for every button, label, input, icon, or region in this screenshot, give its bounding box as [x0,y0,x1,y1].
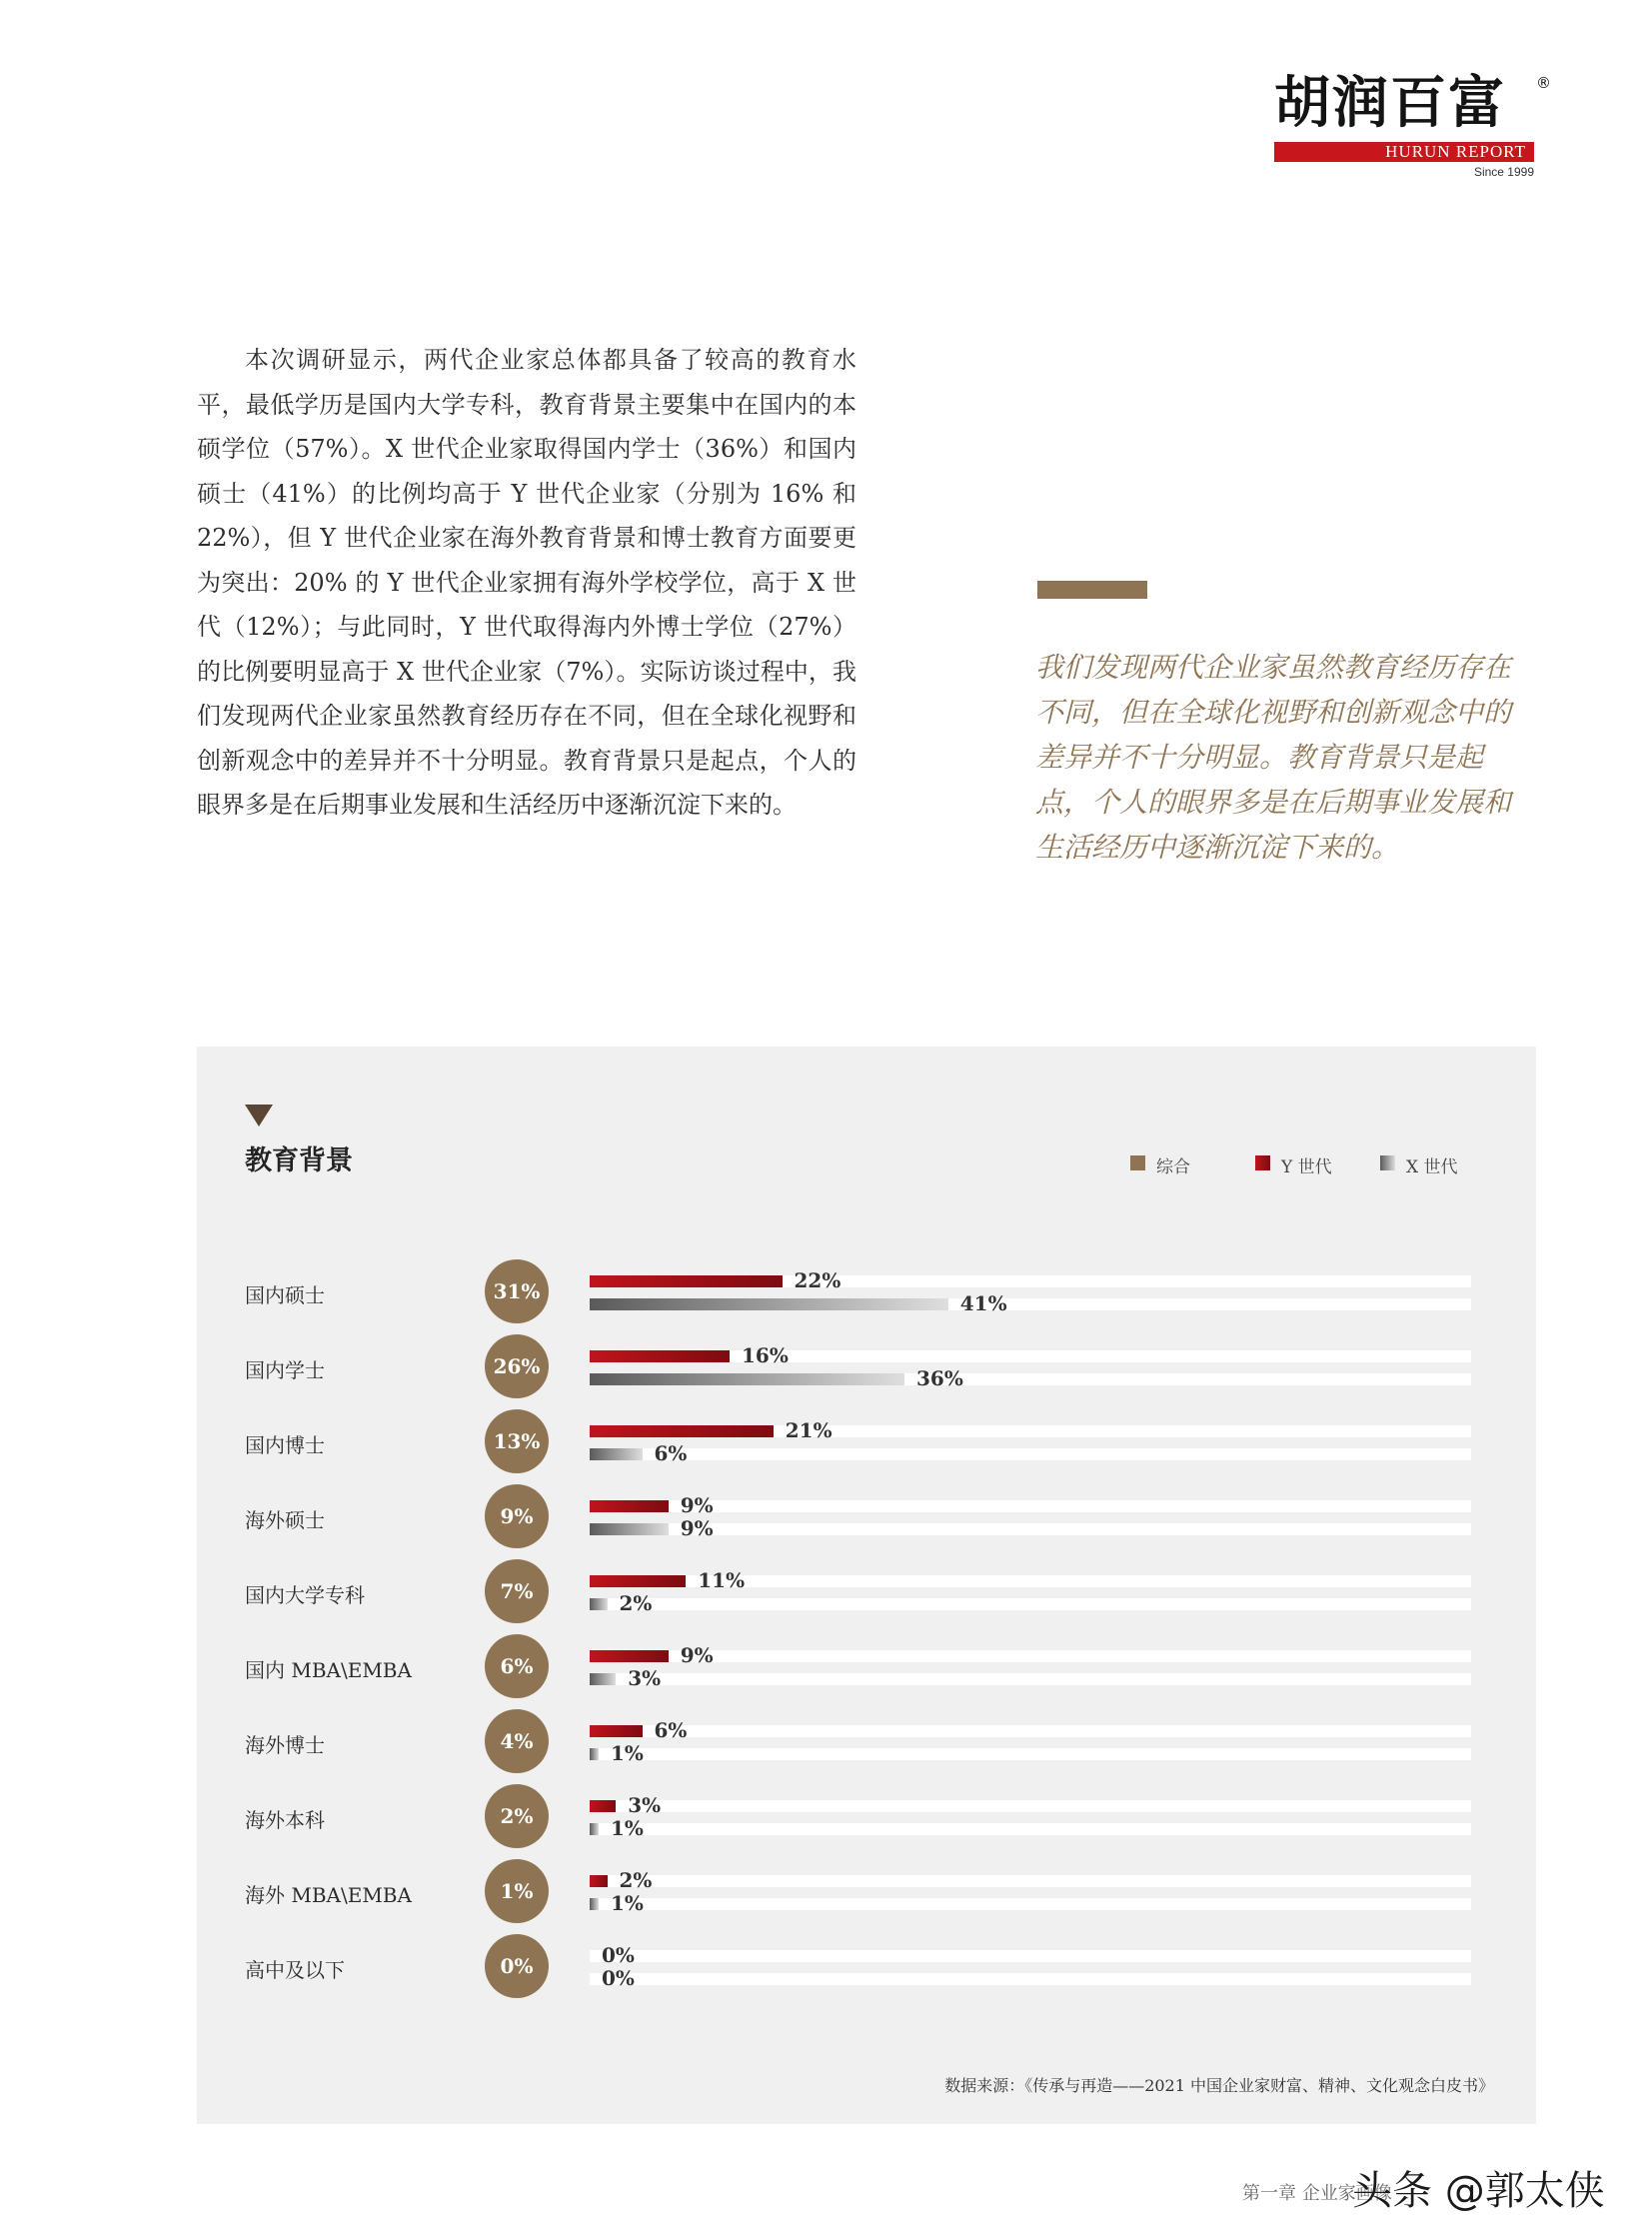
y-gen-bar [590,1650,669,1662]
category-label: 海外博士 [245,1733,325,1757]
legend-swatch-combined [1130,1155,1145,1170]
bar-track [590,1950,1471,1962]
y-gen-value-label: 0% [602,1943,635,1967]
y-gen-value-label: 6% [654,1718,688,1742]
legend-swatch-y-gen [1255,1155,1270,1170]
bar-track [590,1875,1471,1887]
legend-label-x-gen: X 世代 [1406,1157,1458,1177]
bar-track [590,1748,1471,1760]
logo-registered-mark: ® [1536,74,1551,92]
data-source-note: 数据来源：《传承与再造——2021 中国企业家财富、精神、文化观念白皮书》 [944,2076,1494,2095]
x-gen-value-label: 2% [619,1591,653,1615]
footer-chapter: 第一章 企业家画像 [1242,2183,1392,2204]
combined-value-circle: 2% [485,1784,549,1848]
category-label: 国内博士 [245,1433,325,1457]
y-gen-value-label: 11% [698,1568,746,1592]
category-label: 海外 MBA\EMBA [245,1883,412,1907]
bar-track [590,1598,1471,1610]
y-gen-value-label: 2% [619,1868,653,1892]
category-label: 高中及以下 [245,1958,345,1982]
x-gen-bar [590,1298,948,1310]
y-gen-bar [590,1425,774,1437]
combined-value-circle: 31% [485,1259,549,1323]
education-chart-panel [197,1047,1536,2124]
watermark: 头条 @郭太侠 [1352,2168,1605,2214]
logo-since: Since 1999 [1473,165,1534,179]
combined-value-circle: 6% [485,1634,549,1698]
bar-track [590,1800,1471,1812]
x-gen-value-label: 3% [628,1666,662,1690]
x-gen-bar [590,1673,616,1685]
combined-value-circle: 9% [485,1484,549,1548]
y-gen-bar [590,1875,608,1887]
bar-track [590,1523,1471,1535]
y-gen-value-label: 21% [785,1418,832,1442]
triangle-marker-icon [245,1105,273,1126]
x-gen-value-label: 9% [680,1516,714,1540]
pull-quote: 我们发现两代企业家虽然教育经历存在不同，但在全球化视野和创新观念中的差异并不十分明显。教育背景只是起点，个人的眼界多是在后期事业发展和生活经历中逐渐沉淀下来的。 [1035,651,1512,864]
combined-value-circle: 4% [485,1709,549,1773]
x-gen-bar [590,1373,904,1385]
category-label: 国内 MBA\EMBA [245,1658,412,1682]
combined-value-circle: 0% [485,1934,549,1998]
y-gen-value-label: 9% [680,1643,714,1667]
y-gen-value-label: 3% [628,1793,662,1817]
y-gen-bar [590,1575,686,1587]
x-gen-value-label: 36% [916,1366,963,1390]
logo-english-bar: HURUN REPORT [1274,142,1534,162]
x-gen-value-label: 1% [611,1741,644,1765]
y-gen-bar [590,1500,669,1512]
category-label: 海外硕士 [245,1508,325,1532]
category-label: 国内学士 [245,1358,325,1382]
y-gen-value-label: 22% [794,1268,841,1292]
bar-track [590,1500,1471,1512]
y-gen-value-label: 16% [742,1343,789,1367]
bar-track [590,1973,1471,1985]
y-gen-bar [590,1725,643,1737]
x-gen-value-label: 6% [654,1441,688,1465]
x-gen-value-label: 1% [611,1891,644,1915]
x-gen-value-label: 41% [959,1291,1007,1315]
bar-track [590,1673,1471,1685]
y-gen-bar [590,1350,730,1362]
quote-accent-bar [1037,581,1147,599]
y-gen-value-label: 9% [680,1493,714,1517]
bar-track [590,1898,1471,1910]
category-label: 海外本科 [245,1808,325,1832]
y-gen-bar [590,1800,616,1812]
x-gen-bar [590,1748,599,1760]
category-label: 国内硕士 [245,1283,325,1307]
bar-track [590,1448,1471,1460]
legend-label-combined: 综合 [1156,1157,1190,1177]
bar-track [590,1823,1471,1835]
y-gen-bar [590,1275,783,1287]
logo-chinese: 胡润百富 [1274,71,1506,136]
combined-value-circle: 26% [485,1334,549,1398]
combined-value-circle: 1% [485,1859,549,1923]
x-gen-bar [590,1523,669,1535]
legend-label-y-gen: Y 世代 [1281,1157,1332,1177]
x-gen-bar [590,1598,608,1610]
x-gen-bar [590,1448,643,1460]
combined-value-circle: 7% [485,1559,549,1623]
x-gen-bar [590,1823,599,1835]
hurun-logo [1274,71,1551,182]
x-gen-bar [590,1898,599,1910]
x-gen-value-label: 1% [611,1816,644,1840]
legend-swatch-x-gen [1380,1155,1395,1170]
category-label: 国内大学专科 [245,1583,365,1607]
combined-value-circle: 13% [485,1409,549,1473]
bar-track [590,1650,1471,1662]
body-paragraph: 本次调研显示，两代企业家总体都具备了较高的教育水平，最低学历是国内大学专科，教育背景主要集中在国内的本硕学位（57%）。X 世代企业家取得国内学士（36%）和国内硕士（41%）的比例均高于 Y 世代企业家（分别为 16% 和 22%），但 Y 世代企业家在海外教育背景和博士教育方面要更为突出：20% 的 Y 世代企业家拥有海外学校学位，高于 X 世代（12%）；与此同时，Y 世代取得海内外博士学位（27%）的比例要明显高于 X 世代企业家（7%）。实际访谈过程中，我们发现两代企业家虽然教育经历存在不同，但在全球化视野和创新观念中的差异并不十分明显。教育背景只是起点，个人的眼界多是在后期事业发展和生活经历中逐渐沉淀下来的。 [197,346,856,819]
bar-track [590,1725,1471,1737]
x-gen-value-label: 0% [602,1966,635,1990]
chart-title: 教育背景 [245,1145,353,1176]
